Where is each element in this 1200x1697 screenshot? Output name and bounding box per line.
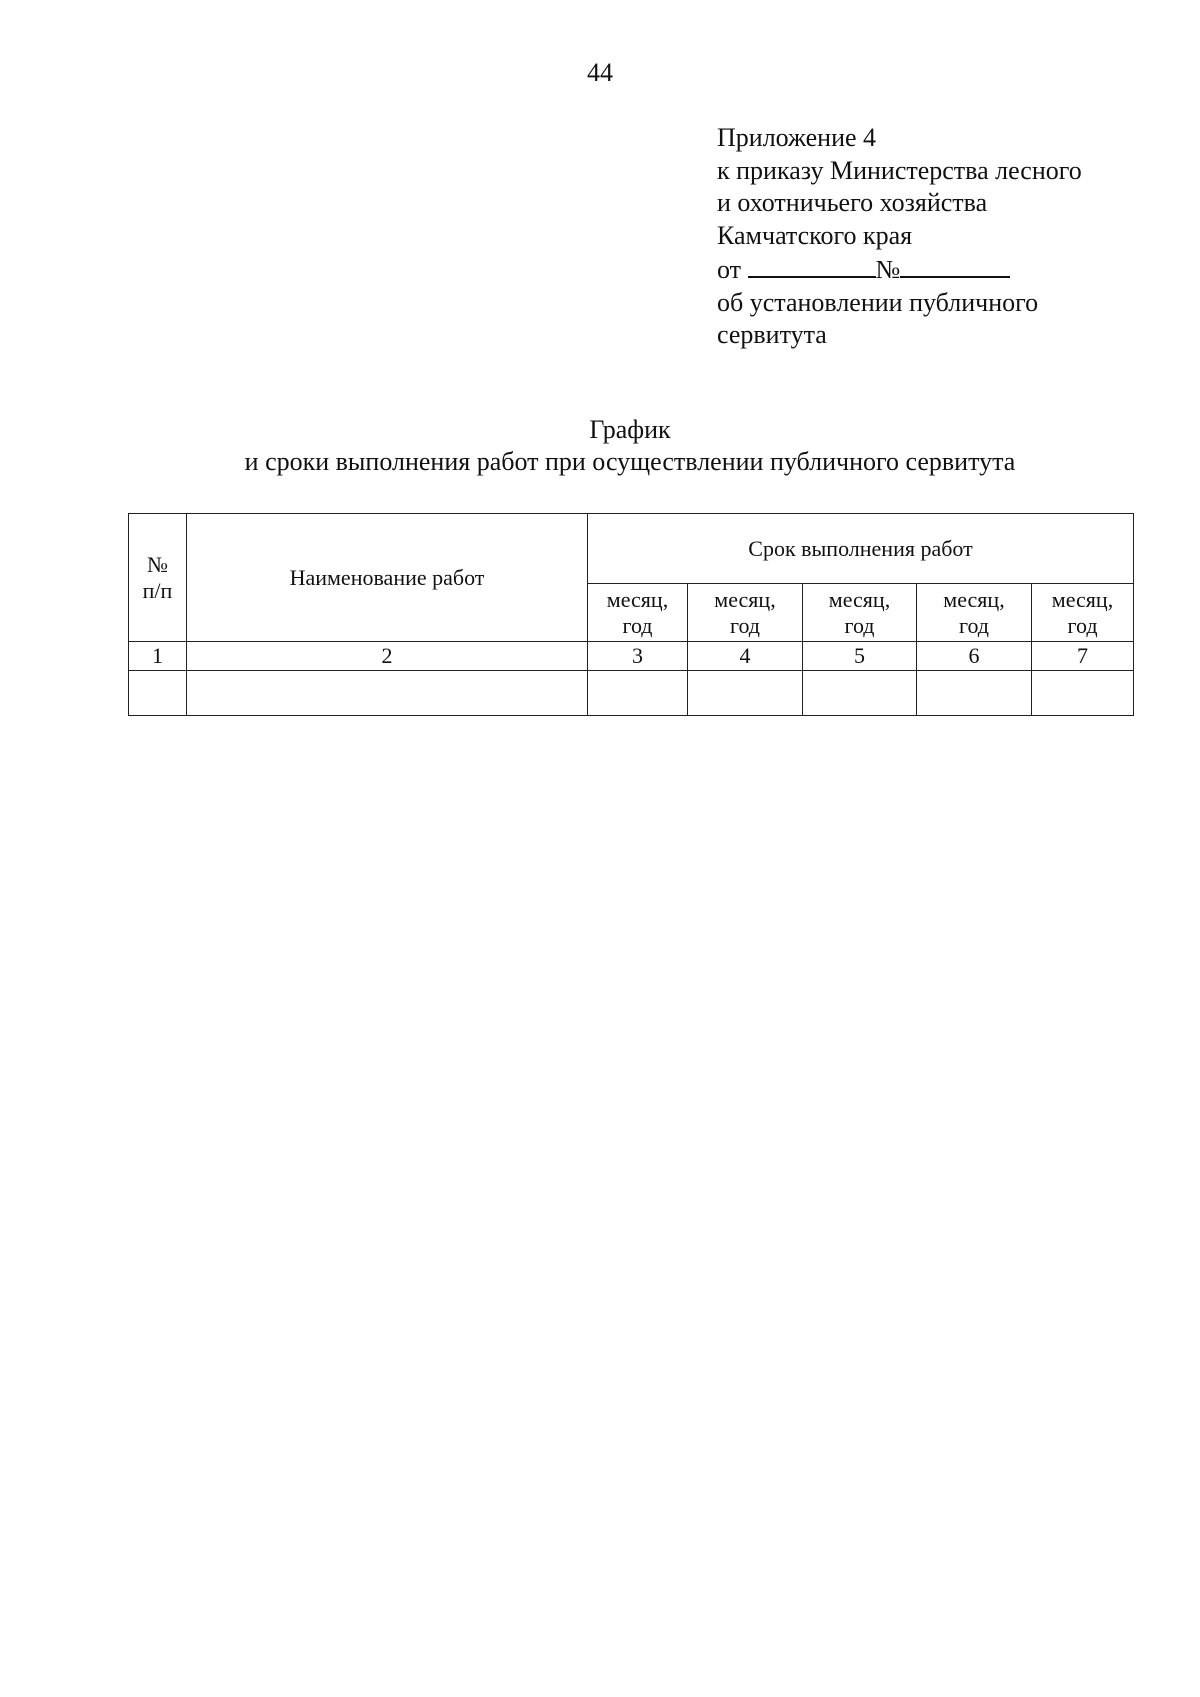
- period-year-label: год: [729, 612, 761, 638]
- period-column-header: [803, 584, 917, 642]
- header-number-label: п/п: [142, 577, 173, 603]
- appendix-line-1: Приложение 4: [717, 123, 877, 152]
- table-header-row: [129, 514, 1134, 584]
- header-work-name-cell: Наименование работ: [187, 514, 588, 642]
- period-column-header: [1032, 584, 1134, 642]
- empty-cell: [588, 671, 688, 716]
- period-column-header: [688, 584, 803, 642]
- column-number-row: [129, 642, 1134, 671]
- period-year-label: год: [958, 612, 990, 638]
- period-column-header: [588, 584, 688, 642]
- period-month-label: месяц,: [828, 586, 891, 612]
- appendix-line-4: Камчатского края: [717, 220, 913, 250]
- empty-cell: [187, 671, 588, 716]
- column-number-cell: 1: [129, 642, 187, 671]
- title-line-2: и сроки выполнения работ при осуществлении публичного сервитута: [244, 447, 1016, 476]
- period-year-label: год: [622, 612, 653, 638]
- period-month-label: месяц,: [943, 586, 1005, 612]
- appendix-line-6: об установлении публичного: [717, 287, 1039, 317]
- period-month-label: месяц,: [606, 586, 669, 612]
- schedule-table: [128, 513, 1134, 716]
- column-number-cell: 3: [588, 642, 688, 671]
- header-term-cell: Срок выполнения работ: [588, 514, 1134, 584]
- column-number-cell: 6: [917, 642, 1032, 671]
- appendix-line-2: к приказу Министерства лесного: [717, 155, 1082, 185]
- appendix-line-7: сервитута: [717, 320, 827, 349]
- period-month-label: месяц,: [714, 586, 776, 612]
- column-number-cell: 2: [187, 642, 588, 671]
- empty-cell: [129, 671, 187, 716]
- document-title: [0, 414, 1200, 478]
- appendix-block: [717, 122, 1177, 352]
- number-sign: №: [875, 255, 901, 284]
- period-year-label: год: [844, 612, 875, 638]
- empty-cell: [803, 671, 917, 716]
- header-number-sign: №: [147, 551, 168, 577]
- empty-cell: [688, 671, 803, 716]
- header-number-cell: [129, 514, 187, 642]
- period-column-header: [917, 584, 1032, 642]
- empty-cell: [917, 671, 1032, 716]
- column-number-cell: 7: [1032, 642, 1134, 671]
- empty-cell: [1032, 671, 1134, 716]
- period-month-label: месяц,: [1051, 586, 1114, 612]
- appendix-line-3: и охотничьего хозяйства: [717, 188, 988, 217]
- title-line-1: График: [589, 415, 671, 444]
- column-number-cell: 5: [803, 642, 917, 671]
- number-blank: [900, 252, 1010, 278]
- period-year-label: год: [1067, 612, 1098, 638]
- appendix-date-line: [717, 252, 1177, 287]
- column-number-cell: 4: [688, 642, 803, 671]
- date-prefix: от: [717, 255, 742, 284]
- page-number: 44: [587, 58, 613, 87]
- table-row: [129, 671, 1134, 716]
- date-blank: [748, 252, 876, 278]
